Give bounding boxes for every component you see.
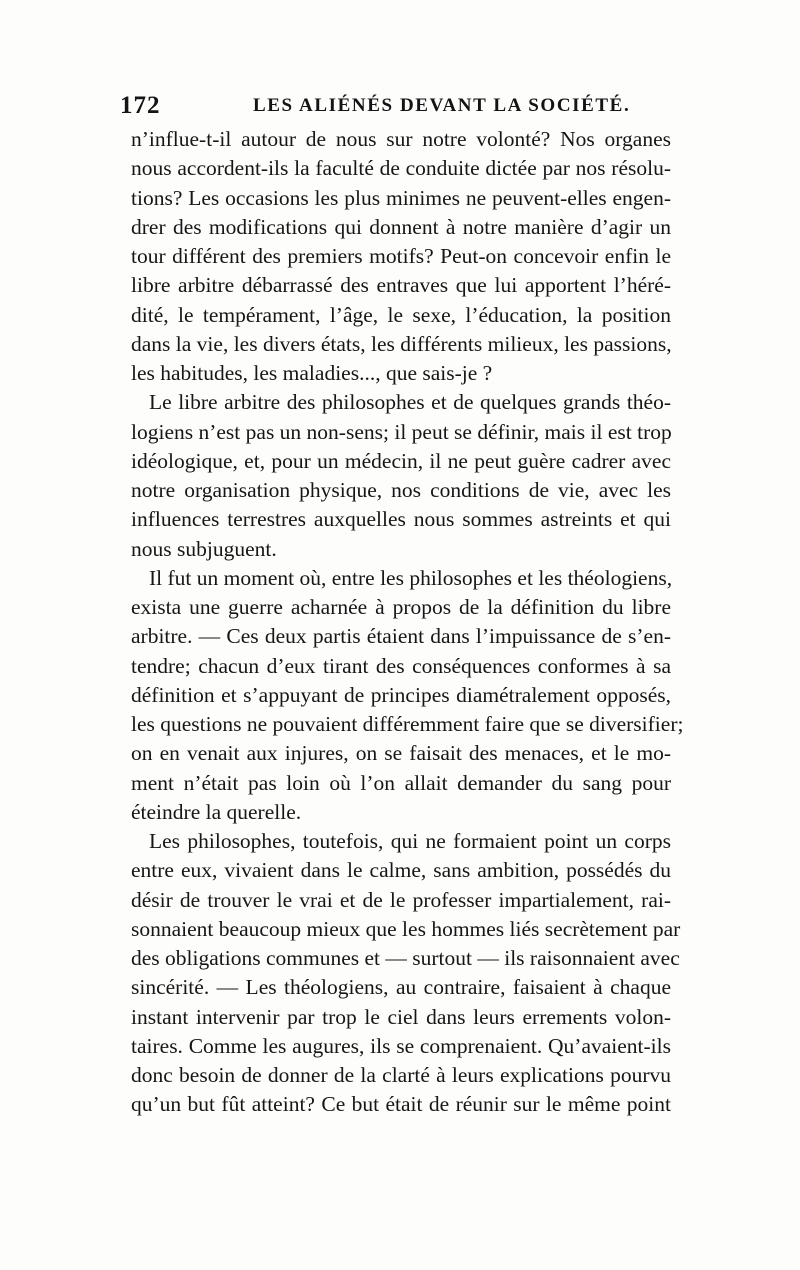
text-line: les habitudes, les maladies..., que sais-je ?	[131, 361, 493, 385]
running-title: LES ALIÉNÉS DEVANT LA SOCIÉTÉ.	[253, 95, 631, 116]
text-line: n’influe-t-il autour de nous sur notre volonté? Nos organes	[131, 127, 671, 151]
text-line: dans la vie, les divers états, les différents milieux, les passions,	[131, 331, 672, 356]
text-line: instant intervenir par trop le ciel dans leurs errements volon-	[131, 1004, 671, 1029]
text-line: notre organisation physique, nos conditions de vie, avec les	[131, 478, 671, 502]
text-line: drer des modifications qui donnent à notre manière d’agir un	[131, 214, 671, 239]
text-line: éteindre la querelle.	[131, 799, 302, 824]
text-line: influences terrestres auxquelles nous sommes astreints et qui	[131, 507, 671, 532]
text-line: logiens n’est pas un non-sens; il peut se définir, mais il est trop	[131, 419, 672, 444]
text-line: sonnaient beaucoup mieux que les hommes liés secrètement par	[131, 916, 681, 941]
text-line: taires. Comme les augures, ils se comprenaient. Qu’avaient-ils	[131, 1033, 671, 1058]
text-line: Les philosophes, toutefois, qui ne formaient point un corps	[149, 829, 671, 853]
text-line: Il fut un moment où, entre les philosophes et les théologiens,	[149, 565, 673, 590]
text-line: on en venait aux injures, on se faisait des menaces, et le mo-	[131, 741, 671, 766]
text-line: exista une guerre acharnée à propos de la définition du libre	[131, 595, 671, 619]
text-line: nous subjuguent.	[131, 536, 277, 561]
text-line: tions? Les occasions les plus minimes ne peuvent-elles engen-	[131, 185, 671, 210]
text-line: sincérité. — Les théologiens, au contraire, faisaient à chaque	[131, 975, 671, 1000]
text-line: nous accordent-ils la faculté de conduite dictée par nos résolu-	[131, 156, 671, 181]
page-number: 172	[120, 92, 161, 119]
text-line: entre eux, vivaient dans le calme, sans ambition, possédés du	[131, 858, 671, 883]
text-line: ment n’était pas loin où l’on allait demander du sang pour	[131, 770, 671, 795]
text-line: idéologique, et, pour un médecin, il ne peut guère cadrer avec	[131, 448, 671, 473]
text-line: qu’un but fût atteint? Ce but était de réunir sur le même point	[131, 1092, 671, 1117]
text-line: libre arbitre débarrassé des entraves que lui apportent l’héré-	[131, 273, 671, 298]
text-line: tour différent des premiers motifs? Peut-on concevoir enfin le	[131, 244, 671, 268]
text-line: des obligations communes et — surtout — ils raisonnaient avec	[131, 946, 680, 970]
text-line: donc besoin de donner de la clarté à leurs explications pourvu	[131, 1063, 671, 1087]
text-line: Le libre arbitre des philosophes et de quelques grands théo-	[149, 390, 671, 415]
text-line: les questions ne pouvaient différemment faire que se diversifier;	[131, 712, 684, 736]
text-line: désir de trouver le vrai et de le professer impartialement, rai-	[131, 887, 671, 912]
text-line: définition et s’appuyant de principes diamétralement opposés,	[131, 682, 671, 707]
text-line: arbitre. — Ces deux partis étaient dans l’impuissance de s’en-	[131, 624, 671, 649]
text-line: dité, le tempérament, l’âge, le sexe, l’éducation, la position	[131, 302, 671, 327]
text-line: tendre; chacun d’eux tirant des conséquences conformes à sa	[131, 653, 671, 678]
body-text	[131, 125, 684, 1120]
page-header	[120, 92, 680, 128]
